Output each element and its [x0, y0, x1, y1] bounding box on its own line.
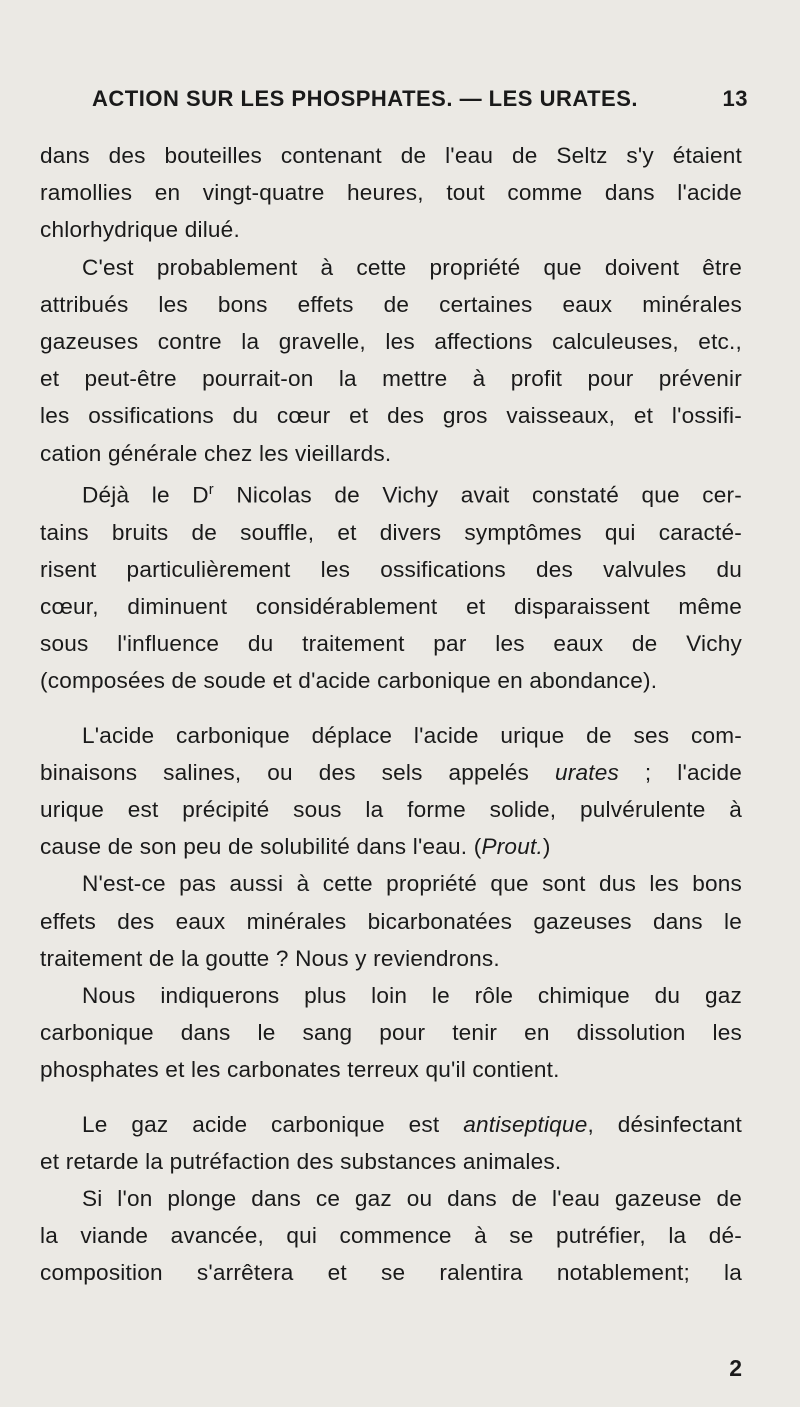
text-line — [40, 754, 742, 791]
paragraph — [40, 1106, 742, 1180]
italic-citation: Prout. — [481, 834, 543, 860]
text-run: ) — [542, 834, 551, 860]
text-line — [40, 828, 742, 865]
text-run: cause de son peu de solubilité dans l'eau. ( — [40, 834, 482, 860]
text-line: sous l'influence du traitement par les eaux de Vichy — [40, 631, 742, 657]
text-line: risent particulièrement les ossifications des valvules du — [40, 556, 742, 582]
text-line: chlorhydrique dilué. — [40, 217, 240, 243]
italic-term: antiseptique — [463, 1111, 588, 1137]
text-line: Nous indiquerons plus loin le rôle chimique du gaz — [82, 983, 742, 1008]
paragraph — [40, 1180, 742, 1292]
text-line: la viande avancée, qui commence à se putréfier, la dé- — [40, 1223, 742, 1249]
paragraph — [40, 249, 742, 472]
text-line: composition s'arrêtera et se ralentira notablement; la — [40, 1260, 742, 1286]
text-line: Si l'on plonge dans ce gaz ou dans de l'eau gazeuse de — [82, 1186, 742, 1212]
running-head-title: ACTION SUR LES PHOSPHATES. — LES URATES. — [92, 86, 639, 111]
text-line — [40, 472, 742, 514]
text-run: ; l'acide — [618, 759, 742, 785]
paragraph — [40, 472, 742, 700]
text-line: et peut-être pourrait-on la mettre à profit pour prévenir — [40, 366, 742, 392]
text-line: N'est-ce pas aussi à cette propriété que sont dus les bons — [82, 871, 742, 897]
text-line: traitement de la goutte ? Nous y reviendrons. — [40, 945, 500, 971]
text-run: Nicolas de Vichy avait constaté que cer- — [213, 482, 742, 508]
text-line: dans des bouteilles contenant de l'eau de Seltz s'y étaient — [40, 143, 742, 168]
text-line: urique est précipité sous la forme solide, pulvérulente à — [40, 796, 742, 822]
text-line: les ossifications du cœur et des gros vaisseaux, et l'ossifi- — [40, 403, 742, 429]
text-line: gazeuses contre la gravelle, les affections calculeuses, etc., — [40, 329, 742, 355]
superscript: r — [208, 481, 214, 498]
text-line: phosphates et les carbonates terreux qu'il contient. — [40, 1057, 560, 1083]
paragraph — [40, 717, 742, 866]
text-run: Déjà le D — [82, 482, 209, 508]
text-line: cation générale chez les vieillards. — [40, 440, 392, 466]
text-line: attribués les bons effets de certaines eaux minérales — [40, 291, 742, 317]
italic-term: urates — [554, 759, 619, 785]
text-line: carbonique dans le sang pour tenir en dissolution les — [40, 1020, 742, 1046]
page-number: 13 — [722, 86, 748, 111]
text-line: cœur, diminuent considérablement et disparaissent même — [40, 593, 742, 619]
paragraph — [40, 137, 742, 249]
body-text — [40, 137, 742, 1292]
text-line: (composées de soude et d'acide carbonique en abondance). — [40, 668, 658, 694]
text-run: , désinfectant — [587, 1111, 743, 1137]
paragraph — [40, 865, 742, 977]
text-line: tains bruits de souffle, et divers symptômes qui caracté- — [40, 519, 742, 545]
text-line: ramollies en vingt-quatre heures, tout comme dans l'acide — [40, 180, 742, 206]
text-line: C'est probablement à cette propriété que doivent être — [82, 254, 742, 280]
text-line: effets des eaux minérales bicarbonatées gazeuses dans le — [40, 908, 742, 934]
text-run: binaisons salines, ou des sels appelés — [40, 759, 555, 785]
paragraph — [40, 977, 742, 1089]
text-line: et retarde la putréfaction des substances animales. — [40, 1148, 562, 1174]
signature-mark: 2 — [729, 1355, 742, 1381]
text-line: L'acide carbonique déplace l'acide urique de ses com- — [82, 722, 742, 748]
text-line — [40, 1106, 742, 1143]
text-run: Le gaz acide carbonique est — [82, 1111, 464, 1137]
